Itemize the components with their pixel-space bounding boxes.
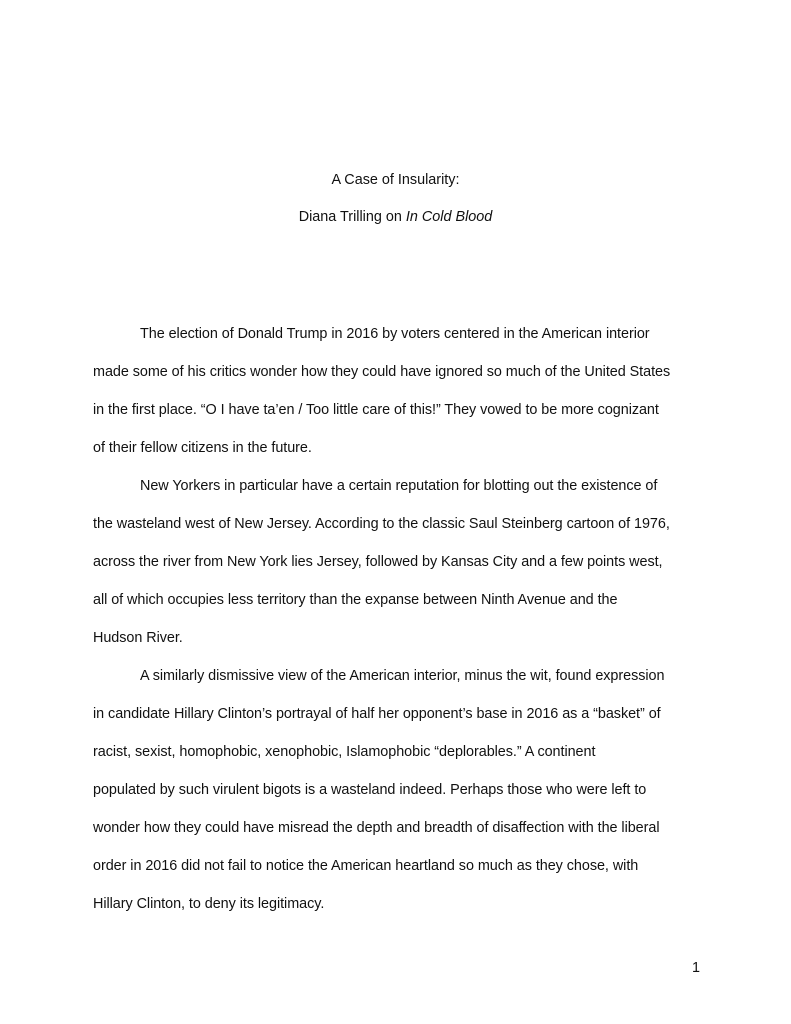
paragraph-line: Hudson River. xyxy=(93,630,183,646)
paragraph-line: the wasteland west of New Jersey. According to the classic Saul Steinberg cartoon of 1976, xyxy=(93,516,670,532)
paragraph-line: A similarly dismissive view of the American interior, minus the wit, found expression xyxy=(140,668,665,684)
paragraph-line: New Yorkers in particular have a certain reputation for blotting out the existence of xyxy=(140,478,658,494)
paragraph-line: all of which occupies less territory than the expanse between Ninth Avenue and the xyxy=(93,592,618,608)
paragraph-line: The election of Donald Trump in 2016 by voters centered in the American interior xyxy=(140,326,650,342)
document-subtitle xyxy=(0,208,791,226)
subtitle-italic-title: In Cold Blood xyxy=(405,209,493,225)
paragraph-line: in the first place. “O I have ta’en / Too little care of this!” They vowed to be more cognizant xyxy=(93,402,659,418)
paragraph-line: populated by such virulent bigots is a wasteland indeed. Perhaps those who were left to xyxy=(93,782,647,798)
paragraph xyxy=(93,467,703,657)
paragraph xyxy=(93,315,703,467)
paragraph xyxy=(93,657,703,923)
paragraph-line: racist, sexist, homophobic, xenophobic, Islamophobic “deplorables.” A continent xyxy=(93,744,596,760)
page-number: 1 xyxy=(691,960,700,976)
paragraph-line: order in 2016 did not fail to notice the American heartland so much as they chose, with xyxy=(93,858,639,874)
subtitle-prefix: Diana Trilling on xyxy=(298,209,406,225)
paragraph-line: in candidate Hillary Clinton’s portrayal of half her opponent’s base in 2016 as a “basket” of xyxy=(93,706,661,722)
document-body xyxy=(93,315,703,923)
paragraph-line: Hillary Clinton, to deny its legitimacy. xyxy=(93,896,325,912)
paragraph-line: wonder how they could have misread the depth and breadth of disaffection with the liberal xyxy=(93,820,660,836)
paragraph-line: made some of his critics wonder how they could have ignored so much of the United States xyxy=(93,364,671,380)
paragraph-line: of their fellow citizens in the future. xyxy=(93,440,312,456)
paragraph-line: across the river from New York lies Jersey, followed by Kansas City and a few points west, xyxy=(93,554,663,570)
document-title: A Case of Insularity: xyxy=(331,172,460,188)
